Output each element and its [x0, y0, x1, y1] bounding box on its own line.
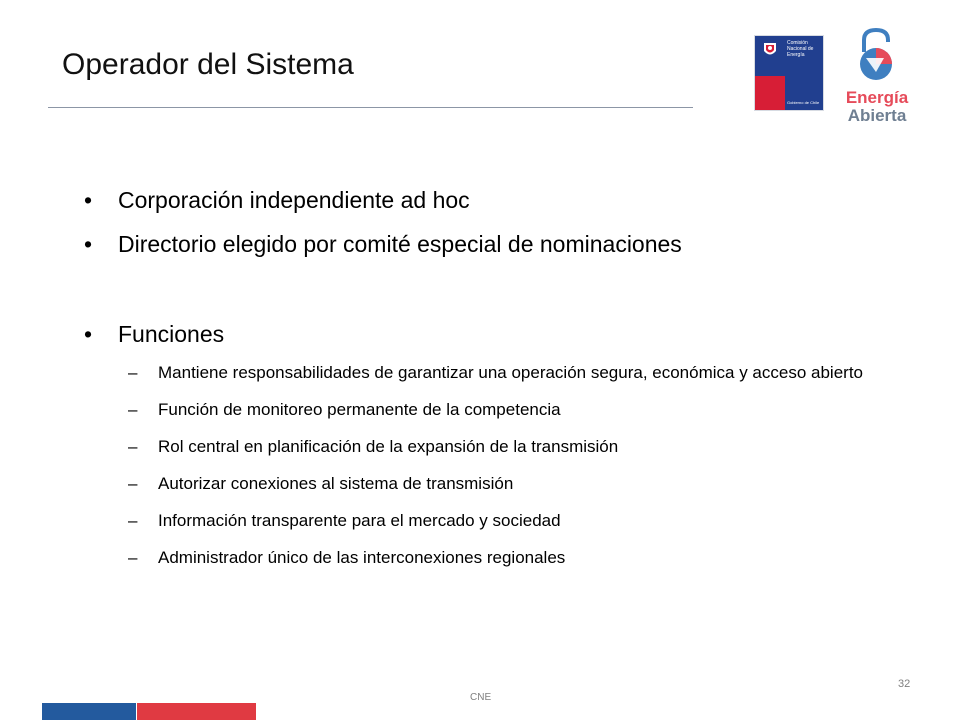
cne-logo	[754, 35, 824, 111]
bullet-icon: •	[84, 321, 93, 347]
dash-icon: –	[128, 474, 138, 493]
bullet-item	[84, 320, 924, 348]
bullet-icon: •	[84, 231, 93, 257]
bullet-item	[84, 186, 924, 214]
bullet-text: Corporación independiente ad hoc	[118, 187, 470, 213]
sub-bullet-item	[84, 510, 924, 532]
bullet-text: Directorio elegido por comité especial de nominaciones	[118, 231, 682, 257]
footer-label: CNE	[470, 692, 492, 703]
bullet-text: Funciones	[118, 321, 225, 347]
title-divider	[48, 107, 693, 108]
sub-bullet-text: Función de monitoreo permanente de la competencia	[158, 400, 561, 419]
sub-bullet-item	[84, 362, 924, 384]
page-number: 32	[898, 678, 911, 690]
bullet-icon: •	[84, 187, 93, 213]
sub-bullet-item	[84, 547, 924, 569]
sub-bullet-text: Rol central en planificación de la expansión de la transmisión	[158, 437, 619, 456]
sub-bullet-text: Información transparente para el mercado y sociedad	[158, 511, 561, 530]
dash-icon: –	[128, 363, 138, 382]
slide-body	[84, 186, 924, 569]
footer-red-bar	[137, 703, 256, 720]
cne-logo-text-1: Comisión	[787, 40, 808, 46]
sub-bullet-item	[84, 399, 924, 421]
sub-bullet-text: Autorizar conexiones al sistema de transmisión	[158, 474, 514, 493]
dash-icon: –	[128, 400, 138, 419]
cne-logo-text-2: Nacional de	[787, 46, 814, 52]
dash-icon: –	[128, 511, 138, 530]
coat-of-arms-icon	[760, 40, 780, 60]
cne-logo-text-4: Gobierno de Chile	[787, 100, 820, 105]
slide-title: Operador del Sistema	[62, 48, 354, 81]
sub-bullet-text: Mantiene responsabilidades de garantizar una operación segura, económica y acceso abierto	[158, 363, 863, 382]
open-lock-icon	[850, 28, 902, 82]
dash-icon: –	[128, 548, 138, 567]
sub-bullet-item	[84, 436, 924, 458]
energia-abierta-word2: Abierta	[847, 106, 907, 125]
cne-logo-text-3: Energía	[787, 52, 805, 58]
dash-icon: –	[128, 437, 138, 456]
sub-bullet-text: Administrador único de las interconexiones regionales	[158, 548, 566, 567]
energia-abierta-logo	[838, 28, 918, 124]
energia-abierta-word1: Energía	[845, 88, 909, 107]
sub-bullet-item	[84, 473, 924, 495]
footer-blue-bar	[42, 703, 136, 720]
bullet-item	[84, 230, 924, 258]
